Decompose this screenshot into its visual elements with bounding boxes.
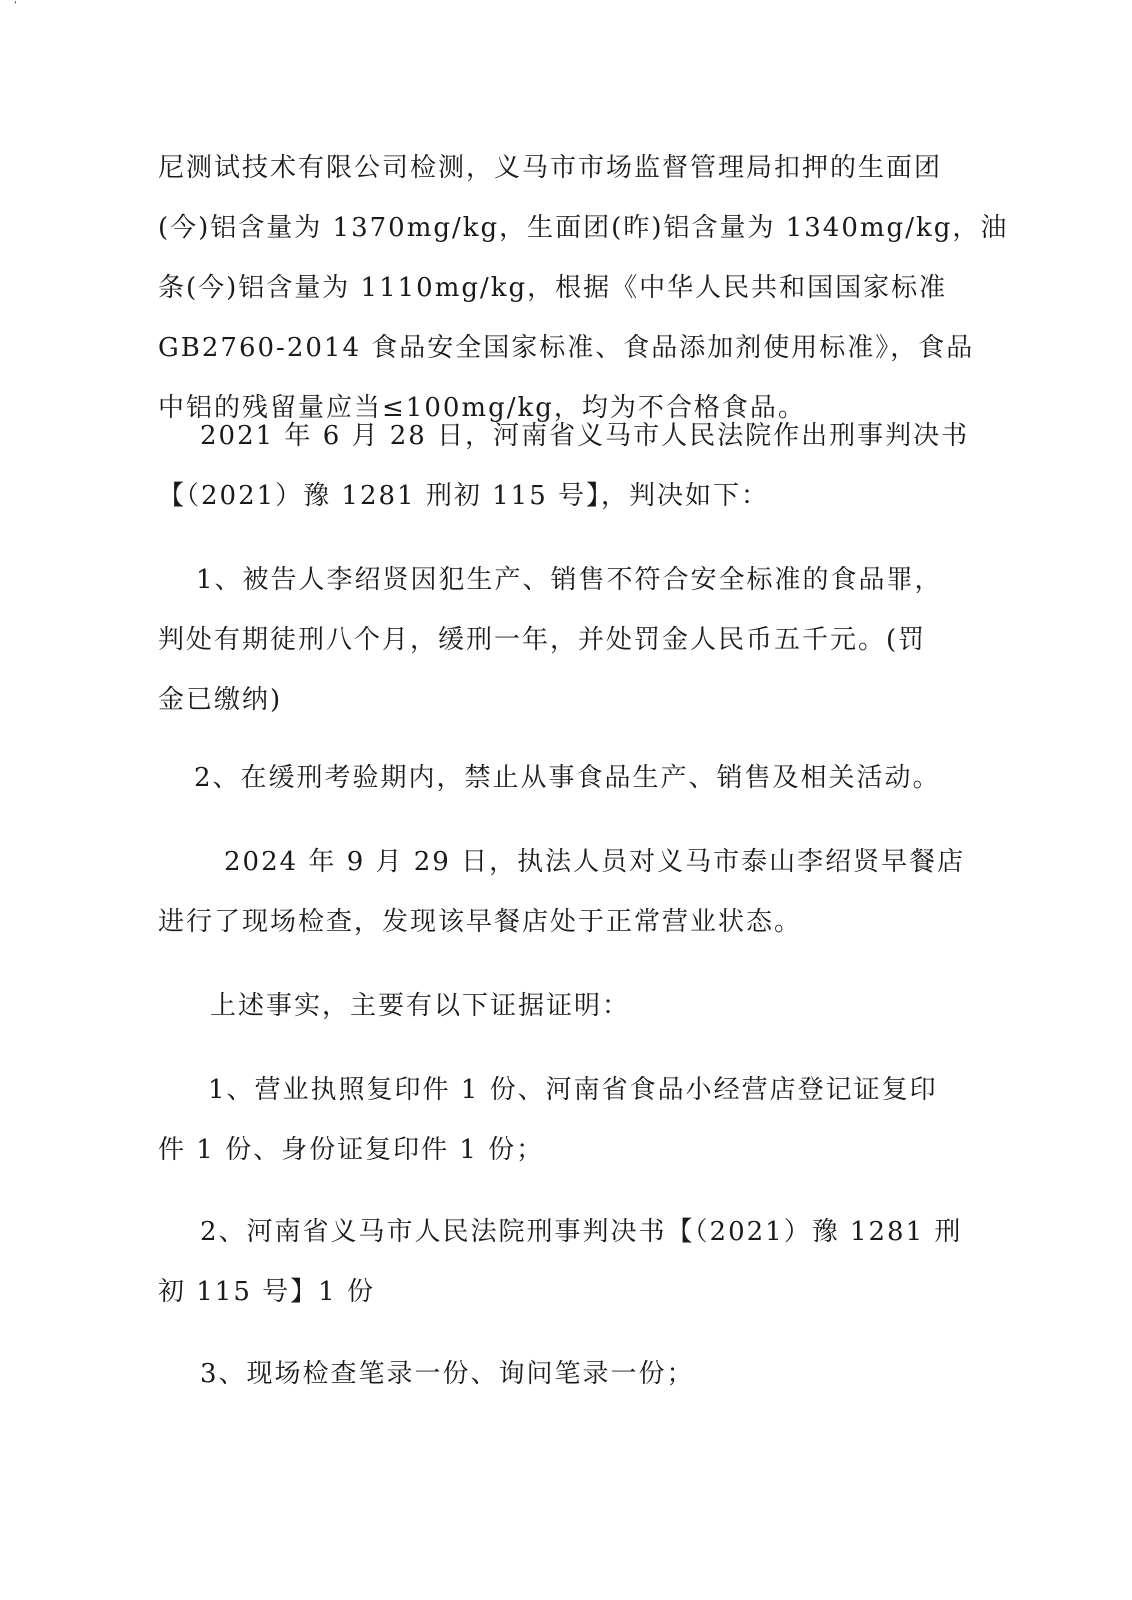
- paragraph-judgment-item-2: [158, 748, 941, 808]
- text-line: 上述事实，主要有以下证据证明：: [210, 991, 631, 1021]
- text-line: 初 115 号】1 份: [158, 1277, 375, 1307]
- text-line: 2021 年 6 月 28 日，河南省义马市人民法院作出刑事判决书: [200, 421, 970, 451]
- paragraph-court-judgment: [158, 406, 970, 526]
- text-line: 2024 年 9 月 29 日，执法人员对义马市泰山李绍贤早餐店: [224, 847, 966, 877]
- paragraph-inspection: [158, 832, 966, 952]
- paragraph-evidence-1: [158, 1060, 938, 1180]
- text-line: 进行了现场检查，发现该早餐店处于正常营业状态。: [158, 907, 803, 937]
- text-line: 2、在缓刑考验期内，禁止从事食品生产、销售及相关活动。: [194, 763, 941, 793]
- text-line: 件 1 份、身份证复印件 1 份；: [158, 1135, 545, 1165]
- text-line: 条(今)铝含量为 1110mg/kg，根据《中华人民共和国国家标准: [158, 273, 948, 303]
- text-line: 尼测试技术有限公司检测，义马市市场监督管理局扣押的生面团: [158, 153, 943, 183]
- text-line: 中铝的残留量应当≤100mg/kg，均为不合格食品。: [158, 393, 806, 423]
- text-line: 金已缴纳): [158, 685, 283, 715]
- paragraph-judgment-item-1: [158, 550, 943, 730]
- text-line: (今)铝含量为 1370mg/kg，生面团(昨)铝含量为 1340mg/kg，油: [158, 213, 1009, 243]
- text-line: 【（2021）豫 1281 刑初 115 号】，判决如下：: [158, 481, 770, 511]
- paragraph-evidence-2: [158, 1202, 963, 1322]
- text-line: 1、营业执照复印件 1 份、河南省食品小经营店登记证复印: [208, 1075, 938, 1105]
- paragraph-test-results: [158, 138, 1009, 438]
- text-line: 判处有期徒刑八个月，缓刑一年，并处罚金人民币五千元。(罚: [158, 625, 927, 655]
- text-line: 3、现场检查笔录一份、询问笔录一份；: [200, 1359, 695, 1389]
- paragraph-evidence-intro: [158, 976, 928, 1036]
- paragraph-evidence-3: [158, 1344, 928, 1404]
- text-line: 2、河南省义马市人民法院刑事判决书【（2021）豫 1281 刑: [200, 1217, 963, 1247]
- corner-mark: ': [14, 0, 17, 11]
- text-line: GB2760-2014 食品安全国家标准、食品添加剂使用标准》，食品: [158, 333, 975, 363]
- text-line: 1、被告人李绍贤因犯生产、销售不符合安全标准的食品罪，: [196, 565, 943, 595]
